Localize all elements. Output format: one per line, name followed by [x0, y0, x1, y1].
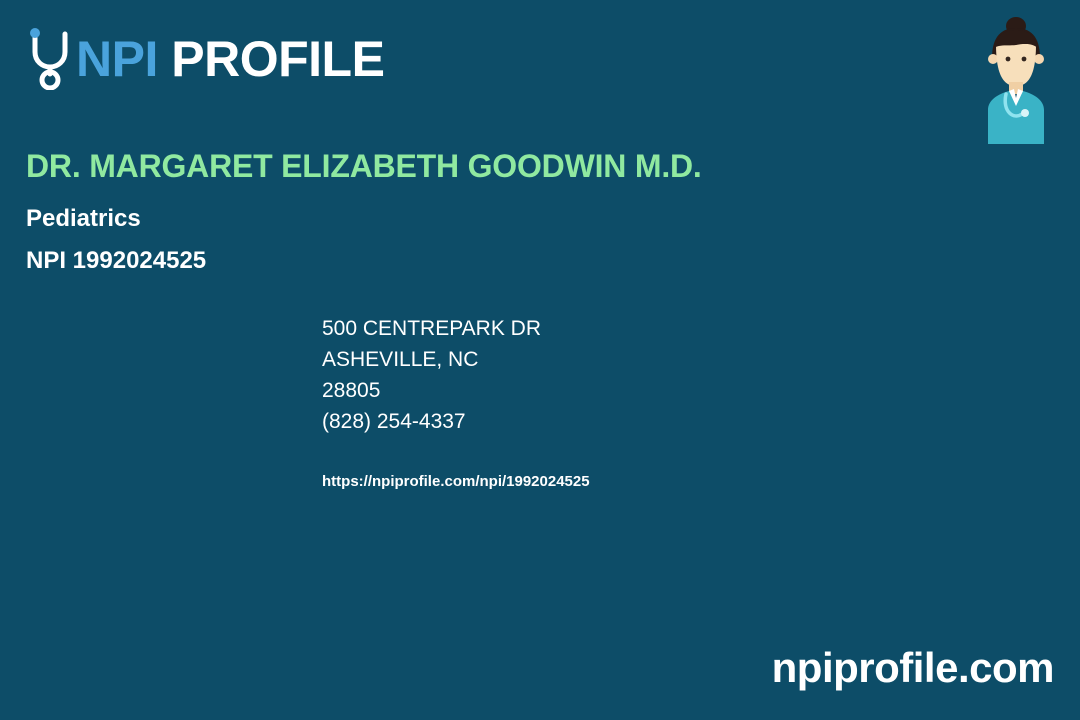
provider-name: DR. MARGARET ELIZABETH GOODWIN M.D.	[26, 148, 702, 184]
footer-website: npiprofile.com	[771, 644, 1054, 691]
brand-title-profile: PROFILE	[157, 31, 385, 87]
address-block	[322, 313, 541, 437]
brand-title-npi: NPI	[76, 31, 158, 87]
address-line-city-state: ASHEVILLE, NC	[322, 348, 479, 371]
address-line-street: 500 CENTREPARK DR	[322, 317, 542, 340]
provider-taxonomy: Pediatrics	[26, 205, 141, 232]
address-line-zip: 28805	[322, 379, 381, 402]
brand-header	[26, 28, 384, 90]
address-line-phone: (828) 254-4337	[322, 410, 466, 433]
profile-url-link[interactable]: https://npiprofile.com/npi/1992024525	[322, 473, 590, 490]
brand-title	[76, 31, 385, 87]
doctor-avatar-icon	[976, 14, 1056, 144]
stethoscope-icon	[26, 28, 72, 90]
provider-npi-number: NPI 1992024525	[26, 247, 207, 274]
